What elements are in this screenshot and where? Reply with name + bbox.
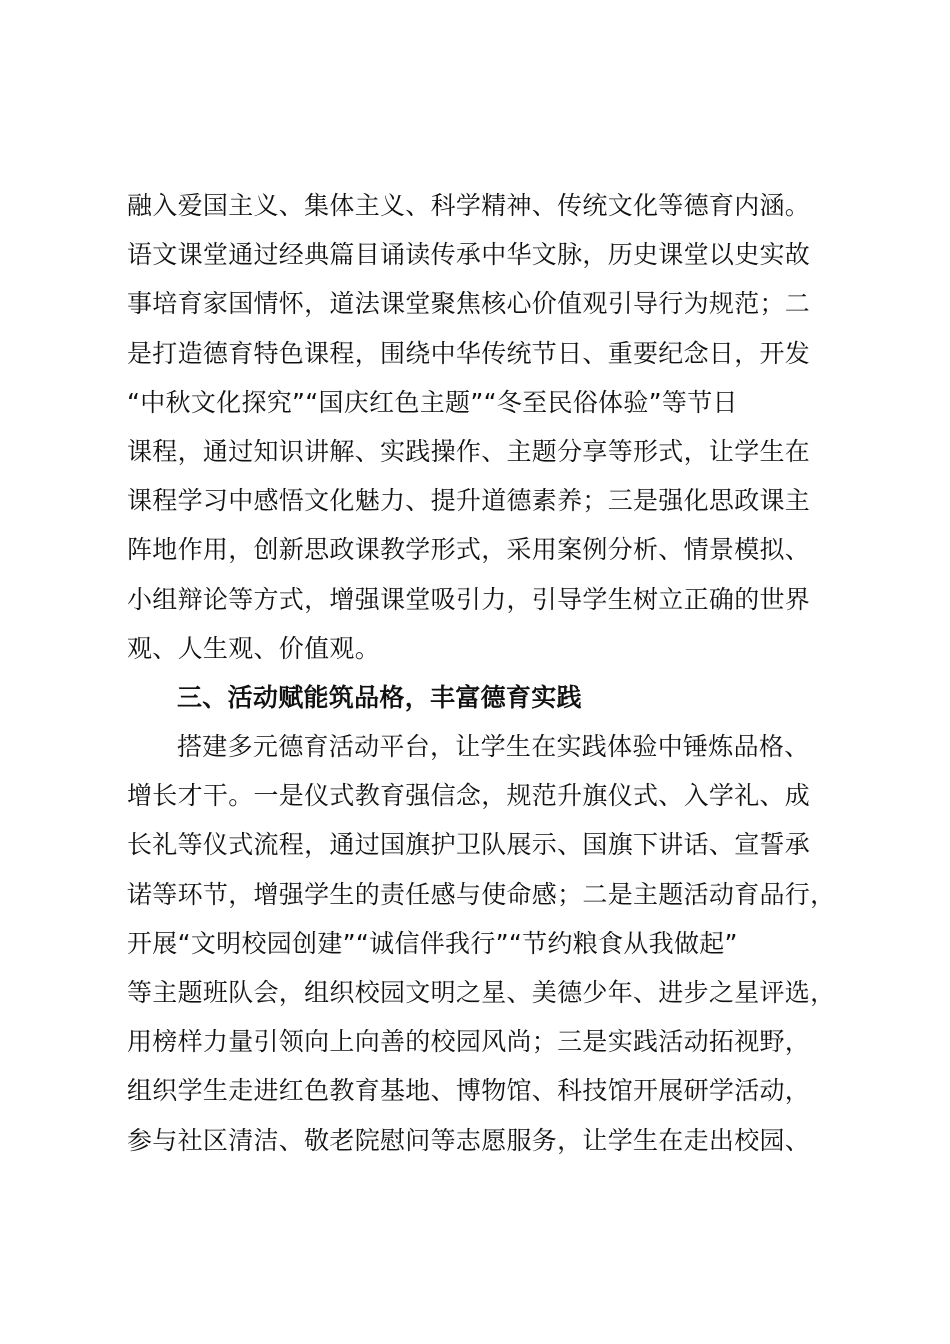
paragraph-line: 观、人生观、价值观。: [127, 633, 381, 663]
paragraph-line: 参与社区清洁、敬老院慰问等志愿服务，让学生在走出校园、: [127, 1125, 811, 1155]
paragraph-line: 课程，通过知识讲解、实践操作、主题分享等形式，让学生在: [127, 436, 811, 466]
paragraph-line: 阵地作用，创新思政课教学形式，采用案例分析、情景模拟、: [127, 535, 811, 565]
paragraph-line: “中秋文化探究”“国庆红色主题”“冬至民俗体验”等节日: [127, 387, 738, 417]
paragraph-line: 事培育家国情怀，道法课堂聚焦核心价值观引导行为规范；二: [127, 289, 811, 319]
paragraph-line: 增长才干。一是仪式教育强信念，规范升旗仪式、入学礼、成: [127, 781, 811, 811]
paragraph-line: 融入爱国主义、集体主义、科学精神、传统文化等德育内涵。: [127, 191, 811, 220]
body-text: [127, 181, 867, 1165]
paragraph-line: 用榜样力量引领向上向善的校园风尚；三是实践活动拓视野，: [127, 1027, 811, 1057]
section-heading: 三、活动赋能筑品格，丰富德育实践: [177, 682, 582, 712]
paragraph-line: 是打造德育特色课程，围绕中华传统节日、重要纪念日，开发: [127, 338, 811, 368]
paragraph-line: 诺等环节，增强学生的责任感与使命感；二是主题活动育品行，: [127, 879, 836, 909]
paragraph-line: 语文课堂通过经典篇目诵读传承中华文脉，历史课堂以史实故: [127, 240, 811, 270]
paragraph-line: 等主题班队会，组织校园文明之星、美德少年、进步之星评选，: [127, 978, 836, 1007]
paragraph-line: 搭建多元德育活动平台，让学生在实践体验中锤炼品格、: [177, 732, 810, 762]
paragraph-line: 开展“文明校园创建”“诚信伴我行”“节约粮食从我做起”: [127, 928, 738, 958]
paragraph-line: 小组辩论等方式，增强课堂吸引力，引导学生树立正确的世界: [127, 584, 811, 614]
paragraph-line: 组织学生走进红色教育基地、博物馆、科技馆开展研学活动，: [127, 1076, 811, 1106]
paragraph-line: 课程学习中感悟文化魅力、提升道德素养；三是强化思政课主: [127, 486, 811, 516]
paragraph-line: 长礼等仪式流程，通过国旗护卫队展示、国旗下讲话、宣誓承: [127, 830, 811, 860]
